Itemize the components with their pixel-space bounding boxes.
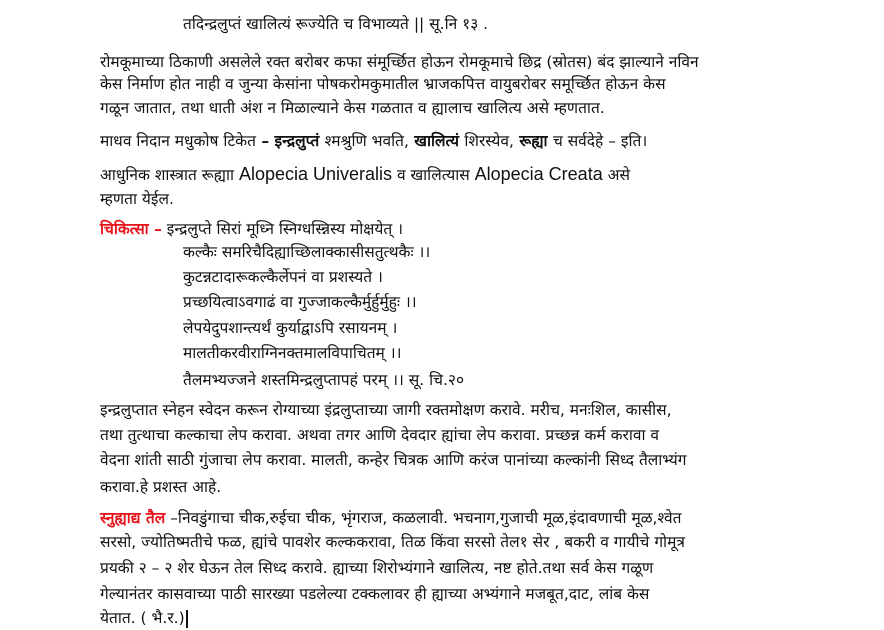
shloka-line: कुटन्नटादारूकल्कैर्लेपनं वा प्रशस्यते । — [183, 268, 383, 286]
text-span: व खालित्यास — [392, 166, 475, 184]
modern-science-line — [100, 163, 630, 186]
bold-term: – इन्द्रलुप्तं — [255, 132, 325, 150]
chikitsa-line — [100, 218, 403, 240]
shloka-line: मालतीकरवीराग्निनक्तमालविपाचितम् ।। — [183, 344, 402, 362]
text-cursor — [186, 610, 188, 628]
text-span: –निवडुंगाचा चीक,रुईचा चीक, भृंगराज, कळलावी. भचनाग,गुजाची मूळ,इंदावणाची मूळ,श्वेत — [165, 509, 682, 527]
paragraph-line: करावा.हे प्रशस्त आहे. — [100, 478, 222, 496]
paragraph-line: रोमकूमाच्या ठिकाणी असलेले रक्त बरोबर कफा संमूर्च्छित होऊन रोमकूमाचे छिद्र (स्रोतस) बंद झाल्याने नविन — [100, 53, 699, 71]
paragraph-line: म्हणता येईल. — [100, 190, 174, 208]
shloka-line: प्रच्छयित्वाऽवगाढं वा गुज्जाकल्कैर्मुर्हुर्मुहुः ।। — [183, 293, 417, 311]
paragraph-line: वेदना शांती साठी गुंजाचा लेप करावा. मालती, कन्हेर चित्रक आणि करंज पानांच्या कल्कांनी सिध्द तैलाभ्यंग — [100, 451, 687, 469]
section-heading: चिकित्सा – — [100, 220, 162, 238]
section-heading: स्नुह्याद्य तैल — [100, 509, 166, 527]
text-span: च सर्वदेहे – इति। — [552, 132, 648, 150]
bold-term: खालित्यं — [408, 132, 465, 150]
shloka-line: लेपयेदुपशान्त्यर्थं कुर्याद्वाऽपि रसायनम् । — [183, 319, 398, 337]
text-span: आधुनिक शास्त्रात रूह्याा — [100, 166, 239, 184]
latin-term: Alopecia Creata — [474, 164, 603, 184]
paragraph-line: केस निर्माण होत नाही व जुन्या केसांना पोषकरोमकुमातील भ्राजकपित्त वायुबरोबर समूर्च्छित होऊन केस — [100, 75, 666, 93]
shloka-line: तैलमभ्यज्जने शस्तमिन्द्रलुप्तापहं परम् ।। सू. चि.२० — [183, 371, 465, 389]
text-span: इन्द्रलुप्ते सिरां मूध्नि स्निग्धस्न्निस्य मोक्षयेत् । — [161, 220, 404, 238]
paragraph-line: गळून जातात, तथा धाती अंश न मिळाल्याने केस गळतात व ह्यालाच खालित्य असे म्हणतात. — [100, 99, 605, 117]
bold-term: रूह्या — [513, 132, 553, 150]
paragraph-line: प्रयकी २ – २ शेर घेऊन तेल सिध्द करावे. ह्याच्या शिरोभ्यंगाने खालित्य, नष्ट होते.तथा सर्व केस गळूण — [100, 559, 654, 577]
madhav-nidan-line — [100, 130, 647, 152]
latin-term: Alopecia Univeralis — [238, 164, 393, 184]
text-span: असे — [602, 166, 630, 184]
text-span: श्मश्रुणि भवति, — [324, 132, 409, 150]
shloka-line: कल्कैः समरिचैदिह्याच्छिलाक्कासीसतुत्थकैः ।। — [183, 243, 431, 261]
last-line — [100, 607, 188, 629]
paragraph-line: सरसो, ज्योतिष्मतीचे फळ, ह्यांचे पावशेर कल्ककरावा, तिळ किंवा सरसो तेल१ सेर , बकरी व गायीचे गोमूत्र — [100, 533, 685, 551]
paragraph-line: गेल्यानंतर कासवाच्या पाठी सारख्या पडलेल्या टक्कलावर ही ह्याच्या अभ्यंगाने मजबूत,दाट, लांब केस — [100, 585, 650, 603]
text-span: येतात. ( भै.र.) — [100, 609, 185, 627]
paragraph-line: इन्द्रलुप्तात स्नेहन स्वेदन करून रोग्याच्या इंद्रलुप्ताच्या जागी रक्तमोक्षण करावे. मरीच, मनःशिल, कासीस, — [100, 401, 672, 419]
text-span: माधव निदान मधुकोष टिकेत — [100, 132, 256, 150]
snuhyadya-line — [100, 507, 681, 529]
text-span: शिरस्येव, — [464, 132, 514, 150]
shloka-line: तदिन्द्रलुप्तं खालित्यं रूज्येति च विभाव्यते || सू.नि १३ . — [183, 15, 489, 33]
paragraph-line: तथा तुत्थाचा कल्काचा लेप करावा. अथवा तगर आणि देवदार ह्यांचा लेप करावा. प्रच्छन्न कर्म करावा व — [100, 426, 660, 444]
